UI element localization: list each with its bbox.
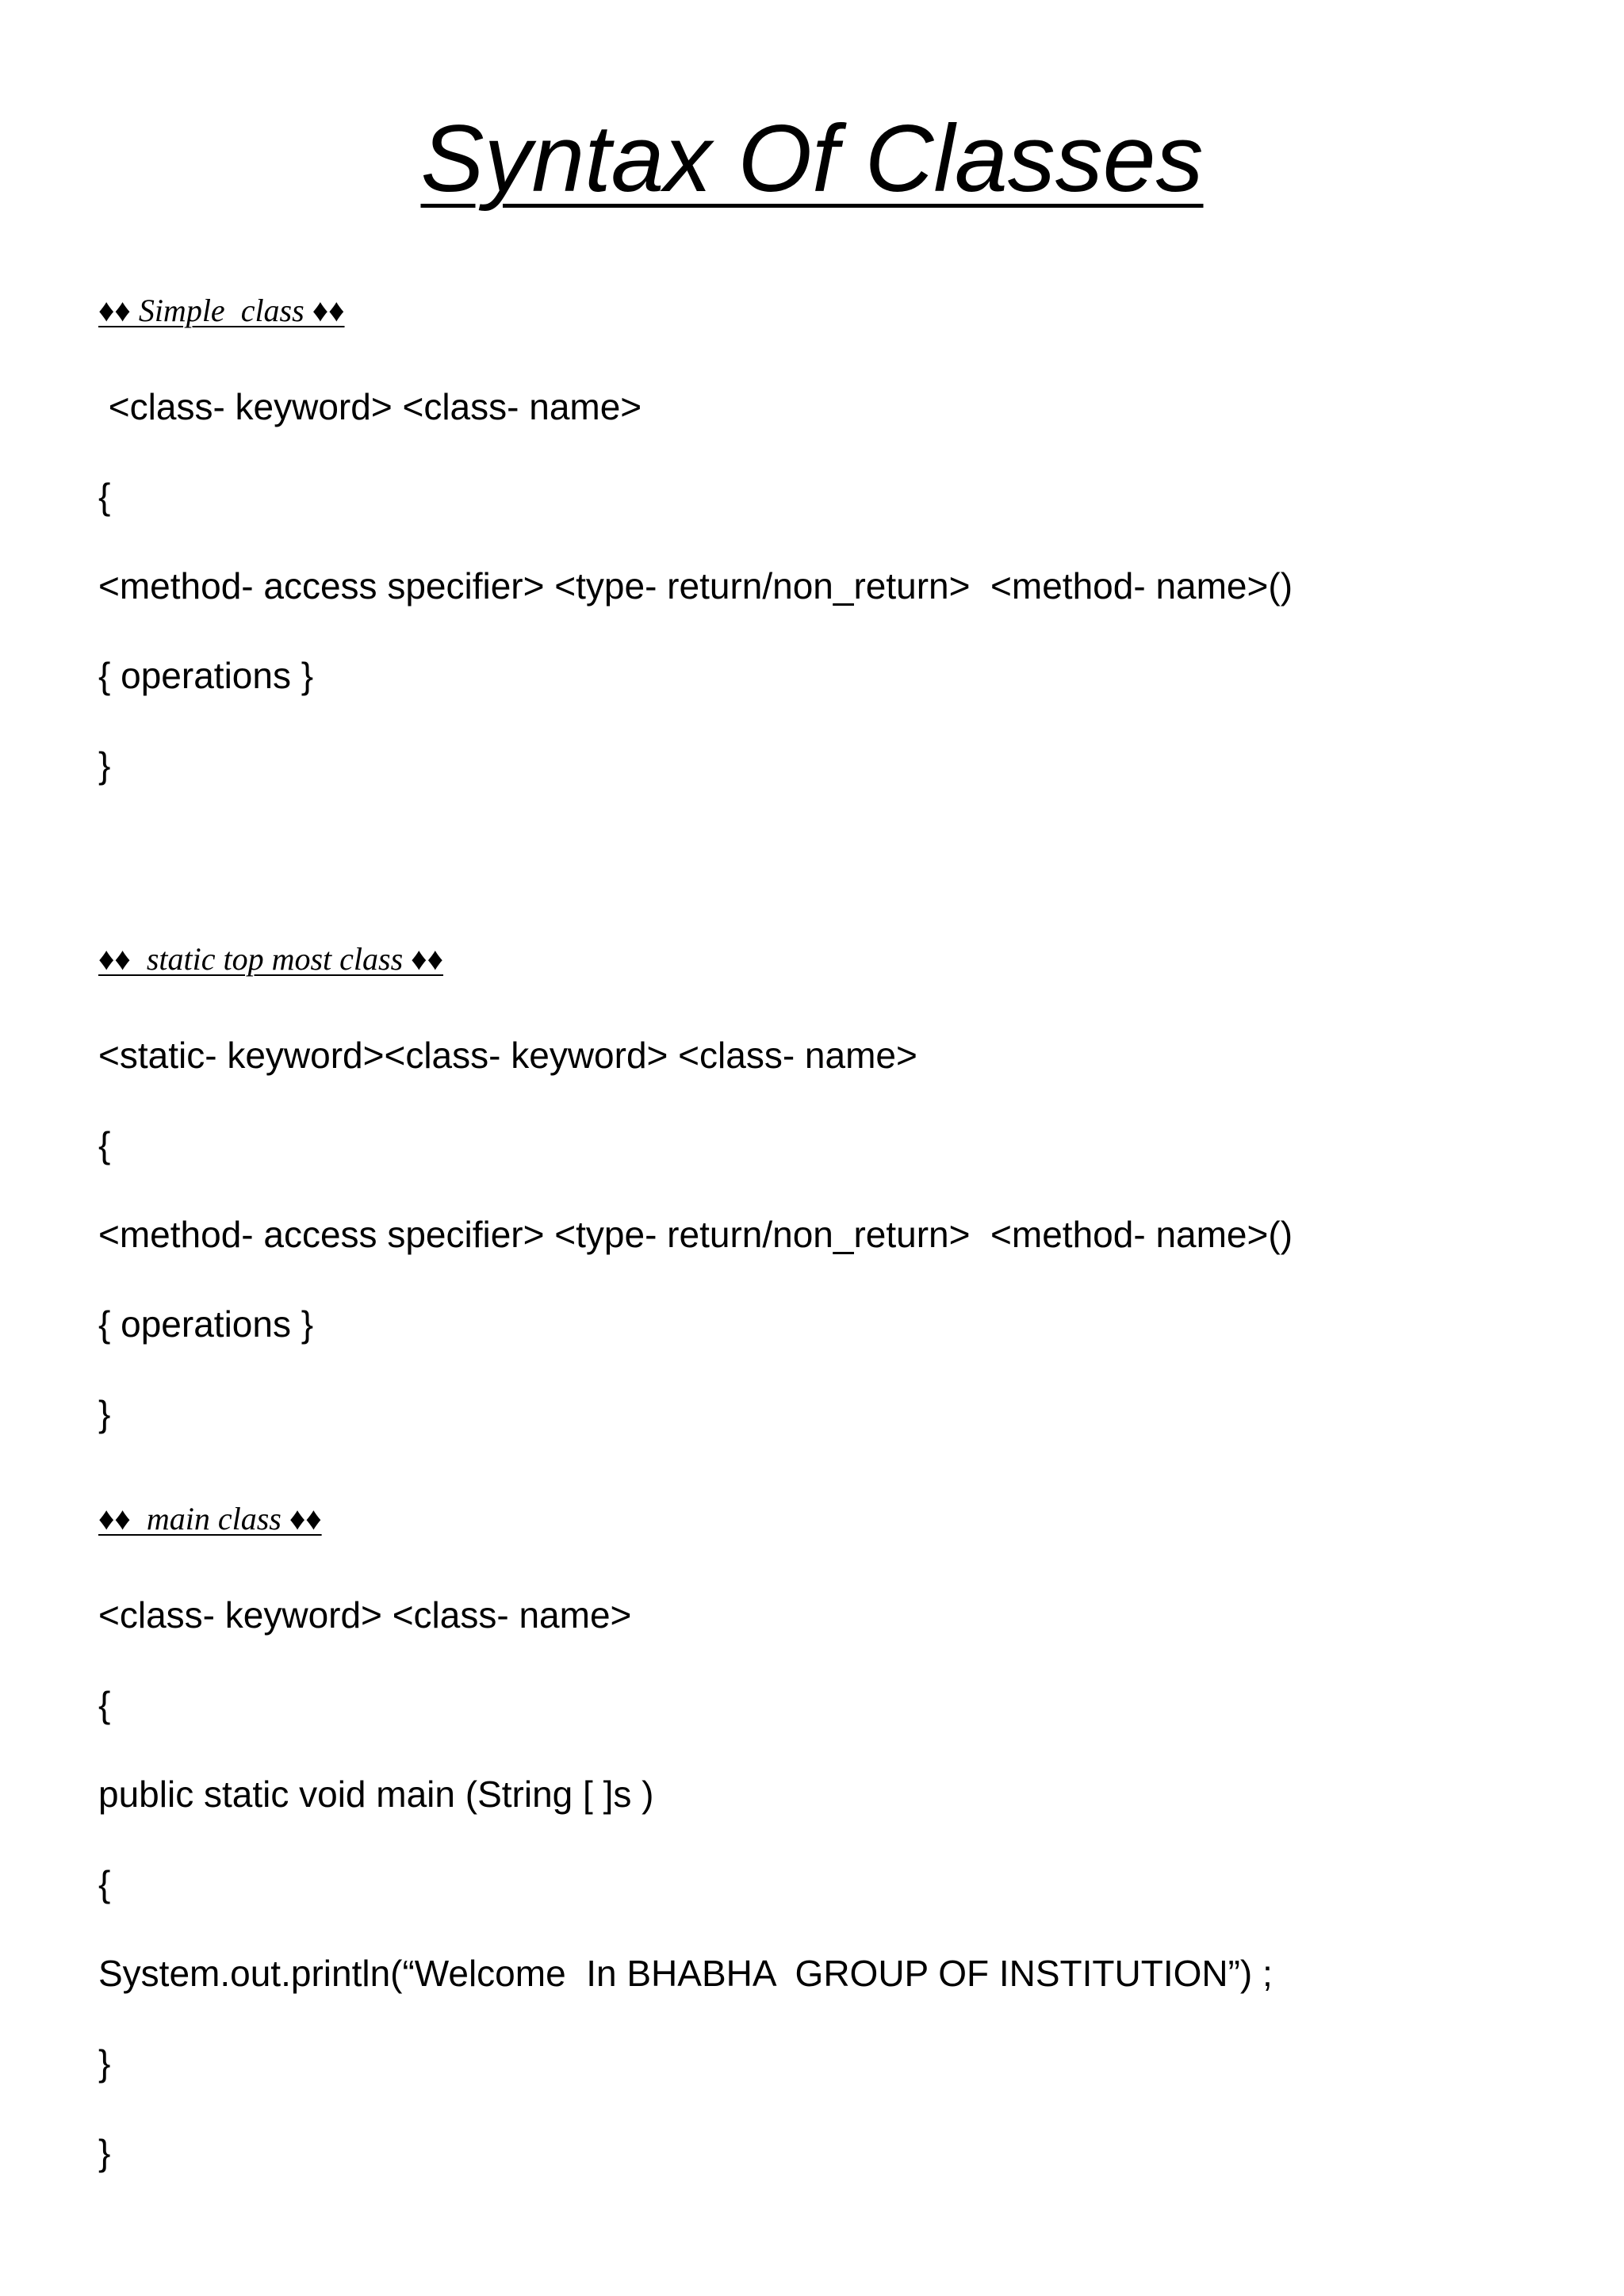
code-line: } — [98, 2132, 111, 2173]
code-line: } — [98, 2042, 111, 2084]
section-heading-simple-class: ♦♦ Simple class ♦♦ — [98, 293, 345, 328]
code-line: <class- keyword> <class- name> — [98, 1594, 632, 1636]
code-line: <class- keyword> <class- name> — [98, 386, 642, 427]
code-line: <method- access specifier> <type- return/non_return> <method- name>() — [98, 1214, 1293, 1255]
code-line: <static- keyword><class- keyword> <class- name> — [98, 1035, 917, 1076]
section-heading-static-top-most-class: ♦♦ static top most class ♦♦ — [98, 941, 443, 977]
code-line: { operations } — [98, 1303, 314, 1345]
page-title: Syntax Of Classes — [420, 105, 1204, 212]
code-line: { — [98, 1863, 111, 1904]
code-line: System.out.println(“Welcome In BHABHA GROUP OF INSTITUTION”) ; — [98, 1953, 1273, 1994]
code-line: { — [98, 1684, 111, 1725]
section-heading-main-class: ♦♦ main class ♦♦ — [98, 1501, 322, 1536]
code-line: { — [98, 1124, 111, 1165]
code-line: { — [98, 476, 111, 517]
code-line: { operations } — [98, 655, 314, 696]
code-line: <method- access specifier> <type- return/non_return> <method- name>() — [98, 565, 1293, 607]
code-line: public static void main (String [ ]s ) — [98, 1774, 654, 1815]
code-line: } — [98, 1393, 111, 1434]
code-line: } — [98, 744, 111, 786]
